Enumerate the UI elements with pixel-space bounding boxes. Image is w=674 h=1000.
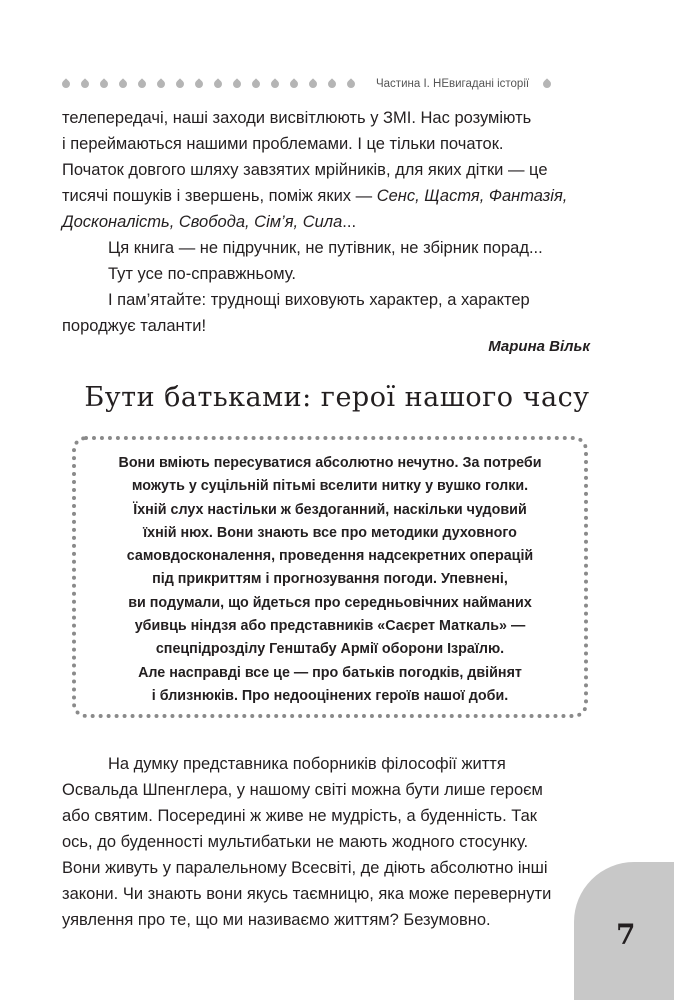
text-line: Освальда Шпенглера, у нашому світі можна бути лише героєм bbox=[62, 781, 543, 799]
drop-icon bbox=[155, 78, 166, 89]
text-line: породжує таланти! bbox=[62, 317, 207, 335]
text-line: ось, до буденності мультибатьки не мають жодного стосунку. bbox=[62, 833, 529, 851]
drop-icon bbox=[345, 78, 356, 89]
drop-icon bbox=[136, 78, 147, 89]
text-line: уявлення про те, що ми називаємо життям? Безумовно. bbox=[62, 911, 491, 929]
callout-line: ви подумали, що йдеться про середньовічних найманих bbox=[128, 594, 532, 611]
text-line: Вони живуть у паралельному Всесвіті, де діють абсолютно інші bbox=[62, 859, 548, 877]
drop-icon bbox=[288, 78, 299, 89]
callout-line: і близнюків. Про недооцінених героїв нашої доби. bbox=[151, 687, 509, 704]
drop-icon bbox=[231, 78, 242, 89]
callout-line: Але насправді все це — про батьків погодків, двійнят bbox=[138, 664, 522, 681]
author-signature: Марина Вільк bbox=[488, 338, 590, 355]
italic-values: Сенс, Щастя, Фантазія, bbox=[376, 187, 568, 205]
text-span: тисячі пошуків і звершень, поміж яких — bbox=[62, 187, 377, 205]
drop-icon bbox=[193, 78, 204, 89]
text-line: або святим. Посередині ж живе не мудрість, а буденність. Так bbox=[62, 807, 538, 825]
callout-text bbox=[72, 452, 588, 708]
drop-icon bbox=[212, 78, 223, 89]
text-line: І пам’ятайте: труднощі виховують характер, а характер bbox=[108, 291, 530, 309]
callout-line: спецпідрозділу Генштабу Армії оборони Ізраїлю. bbox=[155, 641, 505, 658]
text-line: і переймаються нашими проблемами. І це тільки початок. bbox=[62, 135, 504, 153]
text-line bbox=[62, 186, 567, 206]
callout-line: самовдосконалення, проведення надсекретних операцій bbox=[126, 548, 534, 565]
drop-icon bbox=[541, 78, 552, 89]
page-number: 7 bbox=[616, 918, 636, 951]
callout-line: Їхній слух настільки ж бездоганний, наскільки чудовий bbox=[133, 501, 527, 518]
drop-icon bbox=[174, 78, 185, 89]
running-header bbox=[62, 78, 562, 90]
drop-icon bbox=[269, 78, 280, 89]
drop-icon bbox=[98, 78, 109, 89]
callout-line: їхній нюх. Вони знають все про методики духовного bbox=[143, 524, 517, 541]
drop-icon bbox=[307, 78, 318, 89]
text-line: На думку представника поборників філософії життя bbox=[108, 755, 506, 773]
drop-icon bbox=[60, 78, 71, 89]
text-line: Ця книга — не підручник, не путівник, не збірник порад... bbox=[108, 239, 543, 257]
text-line: Початок довгого шляху завзятих мрійників, для яких дітки — це bbox=[62, 161, 548, 179]
drop-icon bbox=[79, 78, 90, 89]
text-line bbox=[62, 212, 356, 232]
drop-icon bbox=[326, 78, 337, 89]
callout-line: Вони вміють пересуватися абсолютно нечутно. За потреби bbox=[118, 455, 542, 471]
section-title: Бути батьками: герої нашого часу bbox=[84, 382, 590, 413]
text-span: ... bbox=[342, 213, 357, 231]
text-line: закони. Чи знають вони якусь таємницю, яка може перевернути bbox=[62, 885, 552, 903]
callout-line: під прикриттям і прогнозування погоди. Упевнені, bbox=[152, 571, 508, 588]
italic-values: Досконалість, Свобода, Сім’я, Сила bbox=[62, 213, 343, 231]
drop-icon bbox=[250, 78, 261, 89]
text-line: телепередачі, наші заходи висвітлюють у ЗМІ. Нас розуміють bbox=[62, 109, 532, 127]
text-line: Тут усе по-справжньому. bbox=[108, 265, 296, 283]
callout-line: можуть у суцільній пітьмі вселити нитку у вушко голки. bbox=[131, 478, 529, 495]
callout-line: убивць ніндзя або представників «Саєрет Маткаль» — bbox=[134, 618, 526, 635]
running-title: Частина І. НЕвигадані історії bbox=[376, 78, 530, 90]
drop-icon bbox=[117, 78, 128, 89]
